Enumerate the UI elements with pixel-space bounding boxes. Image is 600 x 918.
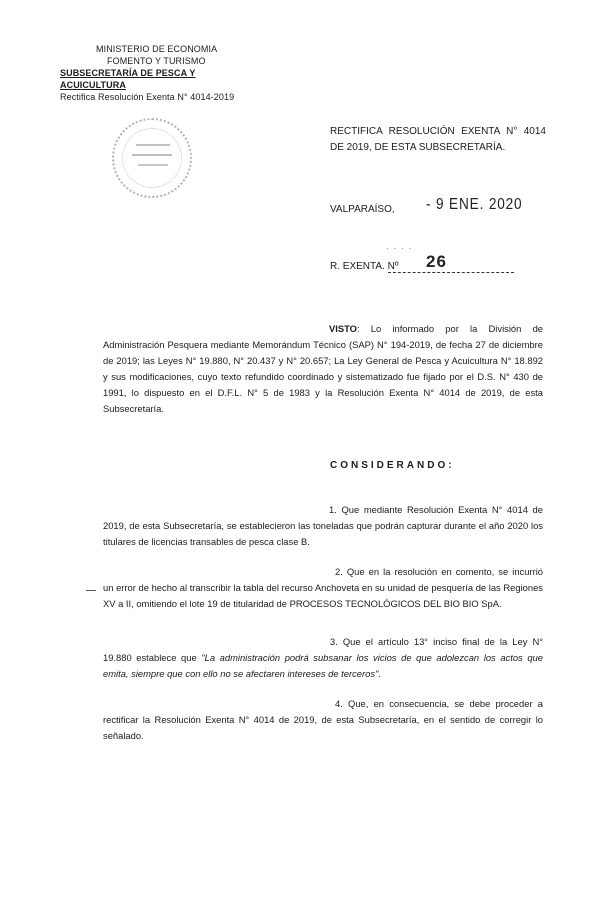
paragraph-3-quote: "La administración podrá subsanar los vicios de que adolezcan los actos que emita, siempre que con ello no se afectaren intereses de terceros". — [103, 652, 543, 679]
exenta-number: 26 — [426, 252, 447, 271]
subsecretaria-name: SUBSECRETARÍA DE PESCA Y ACUICULTURA — [60, 68, 196, 90]
margin-mark — [86, 590, 96, 591]
visto-label: VISTO — [329, 323, 357, 334]
seal-text-stroke — [136, 144, 170, 146]
considerando-heading: CONSIDERANDO: — [330, 460, 455, 471]
city-label: VALPARAÍSO, — [330, 204, 395, 215]
considerando-paragraph-1: 1. Que mediante Resolución Exenta N° 4014 de 2019, de esta Subsecretaría, se establecieron las toneladas que podrán capturar durante el año 2020 los titulares de licencias transables de pesca clase B. — [103, 504, 543, 547]
date-stamp: - 9 ENE. 2020 — [426, 196, 523, 213]
considerando-paragraph-3 — [103, 634, 543, 682]
considerando-paragraph-4: 4. Que, en consecuencia, se debe proceder a rectificar la Resolución Exenta N° 4014 de 2019, de esta Subsecretaría, en el sentido de corregir lo señalado. — [103, 698, 543, 741]
exenta-label: R. EXENTA. Nº — [330, 261, 399, 272]
seal-text-stroke — [138, 164, 168, 166]
stamp-dots: · · · · — [386, 243, 413, 253]
resolution-title: RECTIFICA RESOLUCIÓN EXENTA N° 4014 DE 2019, DE ESTA SUBSECRETARÍA. — [330, 126, 546, 153]
letterhead — [60, 43, 260, 103]
considerando-paragraph-2: 2. Que en la resolución en comento, se incurrió un error de hecho al transcribir la tabla del recurso Anchoveta en su unidad de pesquería de las Regiones XV a II, omitiendo el lote 19 de titularidad de PROCESOS TECNOLÓGICOS DEL BIO BIO SpA. — [103, 566, 543, 609]
exenta-line — [330, 252, 550, 274]
seal-inner-ring — [122, 128, 182, 188]
ministry-subname: FOMENTO Y TURISMO — [107, 56, 206, 66]
document-reference: Rectifica Resolución Exenta N° 4014-2019 — [60, 92, 235, 102]
visto-paragraph — [103, 321, 543, 417]
official-seal — [112, 118, 192, 198]
exenta-underline — [388, 272, 514, 273]
date-line — [330, 196, 550, 218]
visto-text: : Lo informado por la División de Administración Pesquera mediante Memorándum Técnico (SAP) N° 194-2019, de fecha 27 de diciembre de 2019; las Leyes N° 19.880, N° 20.437 y N° 20.657; La Ley General de Pesca y Acuicultura N° 18.892 y sus modificaciones, cuyo texto refundido coordinado y sistematizado fue fijado por el D.S. N° 430 de 1991, lo dispuesto en el D.F.L. N° 5 de 1983 y la Resolución Exenta N° 4014 de 2019, de esta Subsecretaría. — [103, 323, 543, 414]
paragraph-3-text: 3. Que el artículo 13° inciso final de la Ley N° 19.880 establece que — [103, 636, 543, 663]
seal-text-stroke — [132, 154, 172, 156]
ministry-name: MINISTERIO DE ECONOMIA — [96, 44, 218, 54]
